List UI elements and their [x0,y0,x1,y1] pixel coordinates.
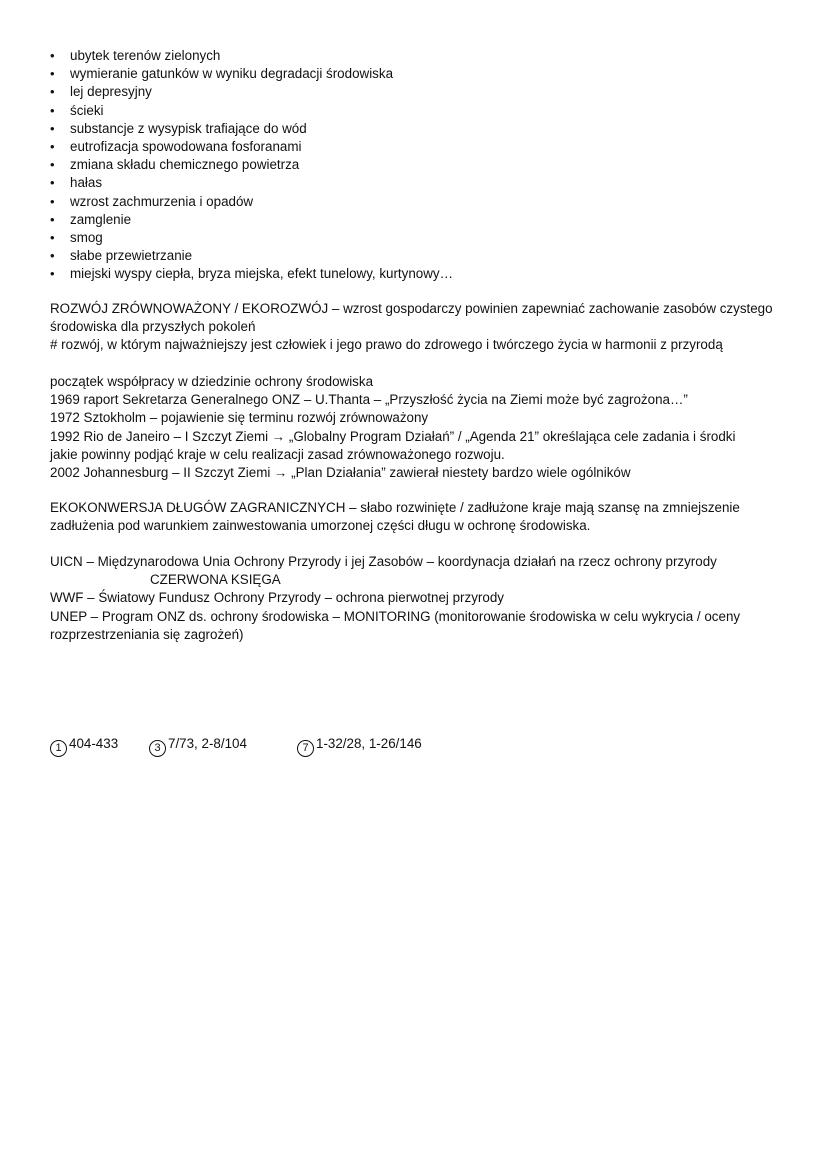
sustainable-development-section [50,300,790,355]
reference-item [297,735,422,757]
ecoconversion-section [50,499,790,535]
organizations-section [50,553,790,644]
list-item [50,83,790,101]
impact-list [50,47,790,283]
cooperation-item: 2002 Johannesburg – II Szczyt Ziemi → „Plan Działania” zawierał niestety bardzo wiele ogólników [50,465,631,481]
list-item-text: smog [70,229,103,245]
reference-text: 404-433 [69,736,119,751]
list-item-text: słabe przewietrzanie [70,248,193,264]
list-item-text: ubytek terenów zielonych [70,48,221,63]
list-item [50,120,790,138]
bullet-icon: • [50,248,55,264]
bullet-icon: • [50,138,55,154]
unep-line: rozprzestrzeniania się zagrożeń) [50,626,244,642]
bullet-icon: • [50,66,55,82]
uicn-line: UICN – Międzynarodowa Unia Ochrony Przyrody i jej Zasobów – koordynacja działań na rzecz ochrony przyrody [50,554,717,569]
red-book-label: CZERWONA KSIĘGA [150,572,281,588]
cooperation-heading: początek współpracy w dziedzinie ochrony środowiska [50,374,374,389]
list-item-text: zmiana składu chemicznego powietrza [70,157,300,173]
list-item-text: zamglenie [70,211,132,227]
cooperation-section [50,373,790,482]
sustainable-note: # rozwój, w którym najważniejszy jest człowiek i jego prawo do zdrowego i twórczego życia w harmonii z przyrodą [50,337,723,353]
bullet-icon: • [50,229,55,245]
circled-number-icon: 3 [149,740,166,757]
list-item-text: ścieki [70,102,104,118]
circled-number-icon: 1 [50,740,67,757]
cooperation-item: 1972 Sztokholm – pojawienie się terminu rozwój zrównoważony [50,410,429,426]
list-item [50,247,790,265]
references-row [50,735,790,755]
bullet-icon: • [50,102,55,118]
list-item-text: wzrost zachmurzenia i opadów [70,193,254,209]
unep-line: UNEP – Program ONZ ds. ochrony środowiska – MONITORING (monitorowanie środowiska w celu wykrycia / oceny [50,608,741,624]
list-item [50,47,790,65]
list-item-text: eutrofizacja spowodowana fosforanami [70,138,302,154]
list-item-text: wymieranie gatunków w wyniku degradacji środowiska [70,66,394,82]
list-item-text: substancje z wysypisk trafiające do wód [70,120,307,136]
bullet-icon: • [50,211,55,227]
bullet-icon: • [50,120,55,136]
reference-text: 1-32/28, 1-26/146 [316,736,422,751]
list-item [50,265,790,283]
cooperation-item: 1969 raport Sekretarza Generalnego ONZ – U.Thanta – „Przyszłość życia na Ziemi może być zagrożona…” [50,392,688,408]
list-item [50,156,790,174]
bullet-icon: • [50,84,55,100]
cooperation-item: 1992 Rio de Janeiro – I Szczyt Ziemi → „Globalny Program Działań” / „Agenda 21” określająca cele zadania i środki [50,428,736,444]
bullet-icon: • [50,157,55,173]
circled-number-icon: 7 [297,740,314,757]
list-item-text: hałas [70,175,103,191]
ecoconversion-line: EKOKONWERSJA DŁUGÓW ZAGRANICZNYCH – słabo rozwinięte / zadłużone kraje mają szansę na zmniejszenie [50,500,740,515]
sustainable-definition-line: ROZWÓJ ZRÓWNOWAŻONY / EKOROZWÓJ – wzrost gospodarczy powinien zapewniać zachowanie zasobów czystego [50,301,773,316]
list-item [50,174,790,192]
bullet-icon: • [50,266,55,282]
list-item [50,102,790,120]
bullet-icon: • [50,48,55,63]
ecoconversion-line: zadłużenia pod warunkiem zainwestowania umorzonej części długu w ochronę środowiska. [50,518,591,534]
list-item [50,193,790,211]
bullet-icon: • [50,175,55,191]
list-item [50,65,790,83]
list-item [50,138,790,156]
list-item-text: lej depresyjny [70,84,152,100]
list-item [50,211,790,229]
reference-text: 7/73, 2-8/104 [168,736,247,751]
reference-item [50,735,118,757]
wwf-line: WWF – Światowy Fundusz Ochrony Przyrody – ochrona pierwotnej przyrody [50,590,504,606]
bullet-icon: • [50,193,55,209]
list-item [50,229,790,247]
list-item-text: miejski wyspy ciepła, bryza miejska, efekt tunelowy, kurtynowy… [70,266,453,282]
cooperation-item: jakie powinny podjąć kraje w celu realizacji zasad zrównoważonego rozwoju. [50,446,505,462]
sustainable-definition-line: środowiska dla przyszłych pokoleń [50,319,256,335]
reference-item [149,735,247,757]
